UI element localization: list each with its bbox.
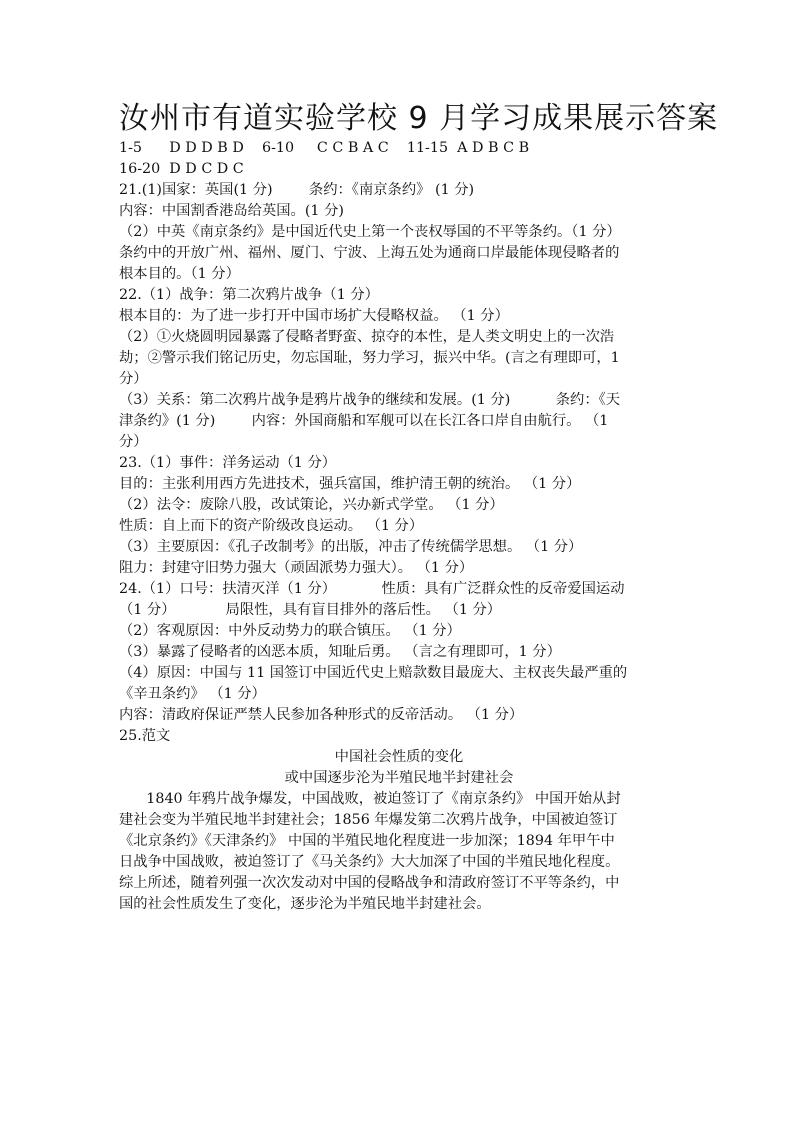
answer-line: （3）关系：第二次鸦片战争是鸦片战争的继续和发展。(1 分) 条约：《天 xyxy=(119,392,621,408)
answer-line: 津条约》(1 分) 内容：外国商船和军舰可以在长江各口岸自由航行。 （1 xyxy=(119,413,609,429)
answer-line: （1 分） 局限性，具有盲目排外的落后性。 （1 分） xyxy=(119,602,502,618)
answer-line: （4）原因：中国与 11 国签订中国近代史上赔款数目最庞大、主权丧失最严重的 xyxy=(119,665,628,681)
answer-line: 《辛丑条约》 （1 分） xyxy=(119,686,266,702)
answer-line: 内容：清政府保证严禁人民参加各种形式的反帝活动。 （1 分） xyxy=(119,707,524,723)
answer-line: 分） xyxy=(119,371,148,387)
essay-subtitle: 或中国逐步沦为半殖民地半封建社会 xyxy=(284,770,514,786)
answer-line: 劫；②警示我们铭记历史，勿忘国耻，努力学习，振兴中华。(言之有理即可，1 xyxy=(119,350,620,366)
essay-line: 建社会变为半殖民地半封建社会；1856 年爆发第二次鸦片战争，中国被迫签订 xyxy=(119,812,618,828)
page-title: 汝州市有道实验学校 9 月学习成果展示答案 xyxy=(119,101,719,136)
essay-title: 中国社会性质的变化 xyxy=(334,749,464,765)
answer-line: 16-20 D D C D C xyxy=(119,161,244,177)
essay-line: 日战争中国战败，被迫签订了《马关条约》大大加深了中国的半殖民地化程度。 xyxy=(119,854,620,870)
answer-line: 目的：主张利用西方先进技术，强兵富国，维护清王朝的统治。 （1 分） xyxy=(119,476,581,492)
answer-line: （2）①火烧圆明园暴露了侵略者野蛮、掠夺的本性，是人类文明史上的一次浩 xyxy=(119,329,615,345)
answer-line: 分） xyxy=(119,434,148,450)
answer-line: 25.范文 xyxy=(119,728,171,744)
answer-line: 24.（1）口号：扶清灭洋（1 分） 性质：具有广泛群众性的反帝爱国运动 xyxy=(119,581,625,597)
essay-line: 1840 年鸦片战争爆发，中国战败，被迫签订了《南京条约》 中国开始从封 xyxy=(119,791,621,807)
essay-line: 《北京条约》《天津条约》 中国的半殖民地化程度进一步加深；1894 年甲午中 xyxy=(119,833,615,849)
answer-line: （2）法令：废除八股，改试策论，兴办新式学堂。 （1 分） xyxy=(119,497,504,513)
answer-line: （3）主要原因：《孔子改制考》的出版，冲击了传统儒学思想。 （1 分） xyxy=(119,539,583,555)
answer-line: （2）中英《南京条约》是中国近代史上第一个丧权辱国的不平等条约。（1 分） xyxy=(119,224,621,240)
answer-line: （2）客观原因：中外反动势力的联合镇压。 （1 分） xyxy=(119,623,461,639)
answer-line: 1-5 D D D B D 6-10 C C B A C 11-15 A D B C B xyxy=(119,140,530,156)
answer-line: 22.（1）战争：第二次鸦片战争（1 分） xyxy=(119,287,379,303)
answer-line: 内容：中国割香港岛给英国。(1 分) xyxy=(119,203,344,219)
answer-line: 根本目的：为了进一步打开中国市场扩大侵略权益。 （1 分） xyxy=(119,308,509,324)
essay-line: 综上所述，随着列强一次次发动对中国的侵略战争和清政府签订不平等条约，中 xyxy=(119,875,620,891)
answer-line: 条约中的开放广州、福州、厦门、宁波、上海五处为通商口岸最能体现侵略者的 xyxy=(119,245,620,261)
essay-line: 国的社会性质发生了变化，逐步沦为半殖民地半封建社会。 xyxy=(119,896,491,912)
answer-line: 阻力：封建守旧势力强大（顽固派势力强大）。 （1 分） xyxy=(119,560,474,576)
answer-line: 性质：自上而下的资产阶级改良运动。 （1 分） xyxy=(119,518,424,534)
answer-line: （3）暴露了侵略者的凶恶本质，知耻后勇。 （言之有理即可，1 分） xyxy=(119,644,561,660)
answer-line: 根本目的。（1 分） xyxy=(119,266,240,282)
answer-line: 23.（1）事件：洋务运动（1 分） xyxy=(119,455,337,471)
answer-line: 21.(1)国家：英国(1 分) 条约：《南京条约》 (1 分) xyxy=(119,182,475,198)
